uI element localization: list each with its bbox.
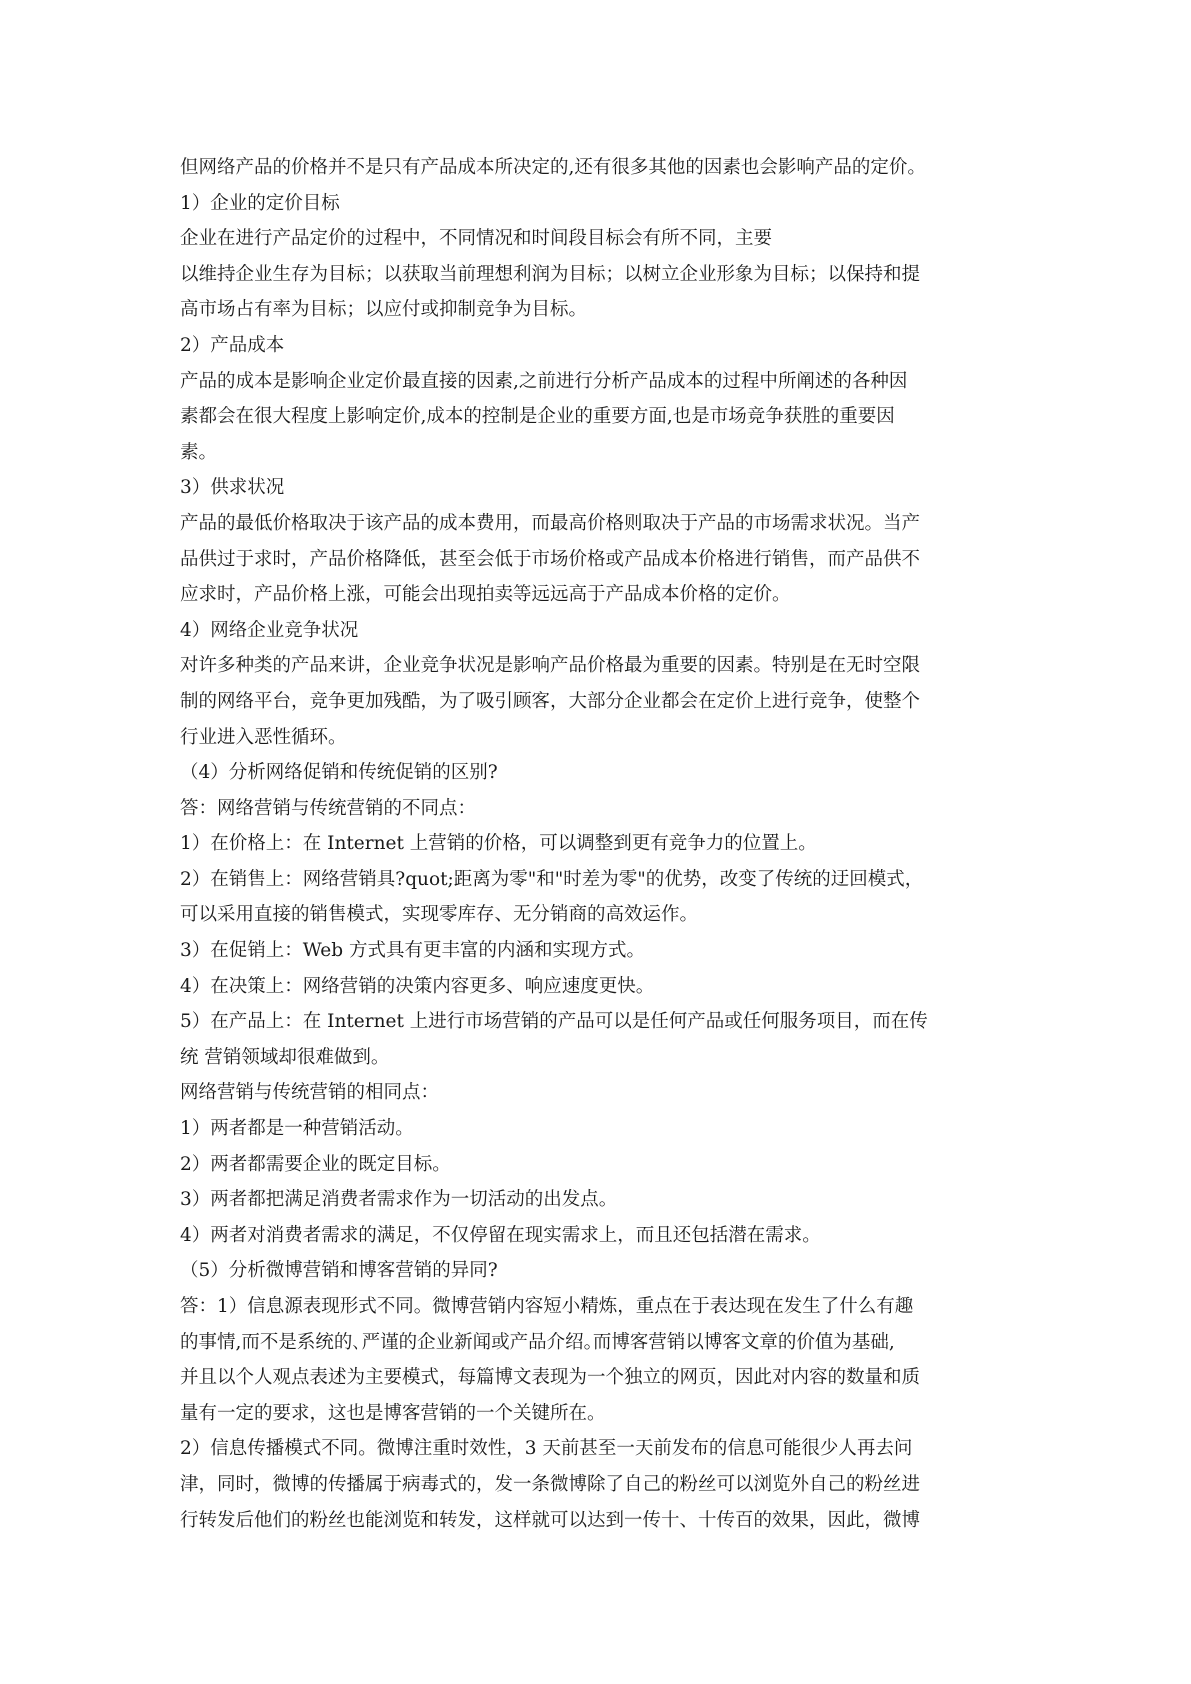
section-heading: 4）网络企业竞争状况 bbox=[180, 619, 359, 641]
section-heading: 1）企业的定价目标 bbox=[180, 192, 340, 214]
text-line: 津，同时，微博的传播属于病毒式的，发一条微博除了自己的粉丝可以浏览外自己的粉丝进 bbox=[180, 1473, 921, 1495]
question-heading: （4）分析网络促销和传统促销的区别? bbox=[180, 762, 498, 784]
text-line: 对许多种类的产品来讲，企业竞争状况是影响产品价格最为重要的因素。特别是在无时空限 bbox=[180, 655, 921, 677]
text-line: 素都会在很大程度上影响定价,成本的控制是企业的重要方面,也是市场竞争获胜的重要因 bbox=[180, 406, 895, 428]
text-line: 并且以个人观点表述为主要模式，每篇博文表现为一个独立的网页，因此对内容的数量和质 bbox=[180, 1367, 921, 1389]
text-line: 量有一定的要求，这也是博客营销的一个关键所在。 bbox=[180, 1402, 606, 1424]
text-line: 2）两者都需要企业的既定目标。 bbox=[180, 1153, 451, 1175]
section-heading: 2）产品成本 bbox=[180, 334, 285, 356]
text-line: 制的网络平台，竞争更加残酷，为了吸引顾客，大部分企业都会在定价上进行竞争，使整个 bbox=[180, 690, 921, 712]
text-line: 1）两者都是一种营销活动。 bbox=[180, 1118, 414, 1140]
text-line: 以维持企业生存为目标；以获取当前理想利润为目标；以树立企业形象为目标；以保持和提 bbox=[180, 263, 921, 285]
text-line: 高市场占有率为目标；以应付或抑制竞争为目标。 bbox=[180, 299, 588, 321]
section-heading: 3）供求状况 bbox=[180, 477, 285, 499]
text-line: 可以采用直接的销售模式，实现零库存、无分销商的高效运作。 bbox=[180, 904, 699, 926]
text-line: 3）在促销上：Web 方式具有更丰富的内涵和实现方式。 bbox=[180, 940, 645, 962]
text-line: 产品的成本是影响企业定价最直接的因素,之前进行分析产品成本的过程中所阐述的各种因 bbox=[180, 370, 908, 392]
text-line: 企业在进行产品定价的过程中，不同情况和时间段目标会有所不同，主要 bbox=[180, 228, 773, 250]
text-line: 网络营销与传统营销的相同点： bbox=[180, 1082, 440, 1104]
text-line: 的事情,而不是系统的､严谨的企业新闻或产品介绍｡而博客营销以博客文章的价值为基础, bbox=[180, 1331, 895, 1353]
text-line: 品供过于求时，产品价格降低，甚至会低于市场价格或产品成本价格进行销售，而产品供不 bbox=[180, 548, 921, 570]
text-line: 答：网络营销与传统营销的不同点： bbox=[180, 797, 477, 819]
text-line: 统 营销领域却很难做到。 bbox=[180, 1046, 390, 1068]
text-line: 素。 bbox=[180, 441, 218, 463]
text-line: 2）信息传播模式不同。微博注重时效性，3 天前甚至一天前发布的信息可能很少人再去问 bbox=[180, 1438, 913, 1460]
text-line: 2）在销售上：网络营销具?quot;距离为零"和"时差为零"的优势，改变了传统的迂回模式， bbox=[180, 868, 924, 890]
text-line: 4）在决策上：网络营销的决策内容更多、响应速度更快。 bbox=[180, 975, 655, 997]
text-line: 答：1）信息源表现形式不同。微博营销内容短小精炼，重点在于表达现在发生了什么有趣 bbox=[180, 1296, 914, 1317]
text-line: 3）两者都把满足消费者需求作为一切活动的出发点。 bbox=[180, 1189, 618, 1211]
text-line: 产品的最低价格取决于该产品的成本费用，而最高价格则取决于产品的市场需求状况。当产 bbox=[180, 512, 921, 534]
text-line: 行业进入恶性循环。 bbox=[180, 726, 347, 748]
text-line: 5）在产品上：在 Internet 上进行市场营销的产品可以是任何产品或任何服务项目，而在传 bbox=[180, 1011, 928, 1033]
question-heading: （5）分析微博营销和博客营销的异同? bbox=[180, 1260, 498, 1282]
document-body bbox=[180, 150, 1030, 1538]
text-line: 但网络产品的价格并不是只有产品成本所决定的,还有很多其他的因素也会影响产品的定价。 bbox=[180, 157, 926, 178]
text-line: 行转发后他们的粉丝也能浏览和转发，这样就可以达到一传十、十传百的效果，因此，微博 bbox=[180, 1509, 921, 1531]
text-line: 应求时，产品价格上涨，可能会出现拍卖等远远高于产品成本价格的定价。 bbox=[180, 584, 791, 606]
text-line: 1）在价格上：在 Internet 上营销的价格，可以调整到更有竞争力的位置上。 bbox=[180, 833, 817, 855]
text-line: 4）两者对消费者需求的满足，不仅停留在现实需求上，而且还包括潜在需求。 bbox=[180, 1224, 821, 1246]
